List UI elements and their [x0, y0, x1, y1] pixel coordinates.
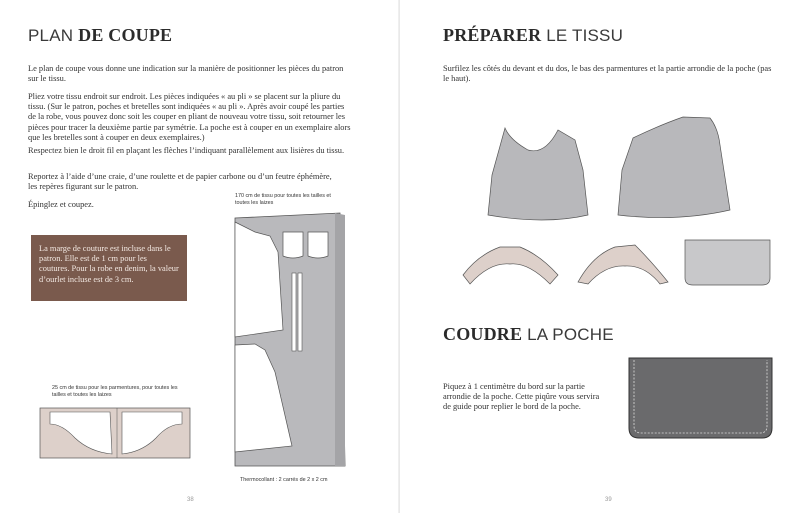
seam-allowance-note: La marge de couture est incluse dans le patron. Elle est de 1 cm pour les coutures. Pour la robe en denim, la valeur d’ourlet incluse est de 3 cm. [31, 235, 187, 301]
title2-bold-part: COUDRE [443, 324, 523, 344]
caption-interfacing: Thermocollant : 2 carrés de 2 x 2 cm [240, 477, 328, 483]
paragraph-marks: Reportez à l’aide d’une craie, d’une roulette et de papier carbone ou d’un feutre éphémère, les repères figurant sur le patron. [28, 172, 332, 192]
pocket-sewing-diagram [400, 0, 800, 513]
paragraph-overlock: Surfilez les côtés du devant et du dos, le bas des parmentures et la partie arrondie de la poche (pas le haut). [443, 64, 772, 84]
title1-light-part: LE TISSU [541, 26, 624, 45]
pocket-dark [629, 358, 772, 438]
right-page [400, 0, 800, 513]
paragraph-fold: Pliez votre tissu endroit sur endroit. Les pièces indiquées « au pli » se placent sur la pliure du tissu. (Sur le patron, poches et bretelles sont indiquées « au pli ». Après avoir coupé les parties de la robe, vous pouvez donc soit les couper en pliant de nouveau votre tissu, soit retourner les pièces pour tracer la deuxième partie par symétrie. La poche est à couper en un exemplaire alors que les bretelles sont à couper en deux exemplaires.) [28, 92, 351, 142]
page-number-left: 38 [187, 497, 194, 503]
page-number-right: 39 [605, 497, 612, 503]
caption-main-fabric: 170 cm de tissu pour toutes les tailles et toutes les laizes [235, 193, 331, 206]
paragraph-pin-cut: Épinglez et coupez. [28, 200, 94, 209]
paragraph-sew-pocket: Piquez à 1 centimètre du bord sur la partie arrondie de la poche. Cette piqûre vous servira de guide pour replier le bord de la poche. [443, 382, 600, 412]
title-bold-part: DE COUPE [78, 25, 173, 45]
title1-bold-part: PRÉPARER [443, 25, 542, 45]
paragraph-grain: Respectez bien le droit fil en plaçant les flèches l’indiquant parallèlement aux lisières du tissu. [28, 146, 345, 155]
title-light-part: PLAN [28, 26, 79, 45]
title2-light-part: LA POCHE [522, 325, 614, 344]
paragraph-intro: Le plan de coupe vous donne une indication sur la manière de positionner les pièces du patron sur le tissu. [28, 64, 344, 84]
caption-facing-fabric: 25 cm de tissu pour les parmentures, pour toutes les tailles et toutes les laizes [52, 385, 178, 398]
